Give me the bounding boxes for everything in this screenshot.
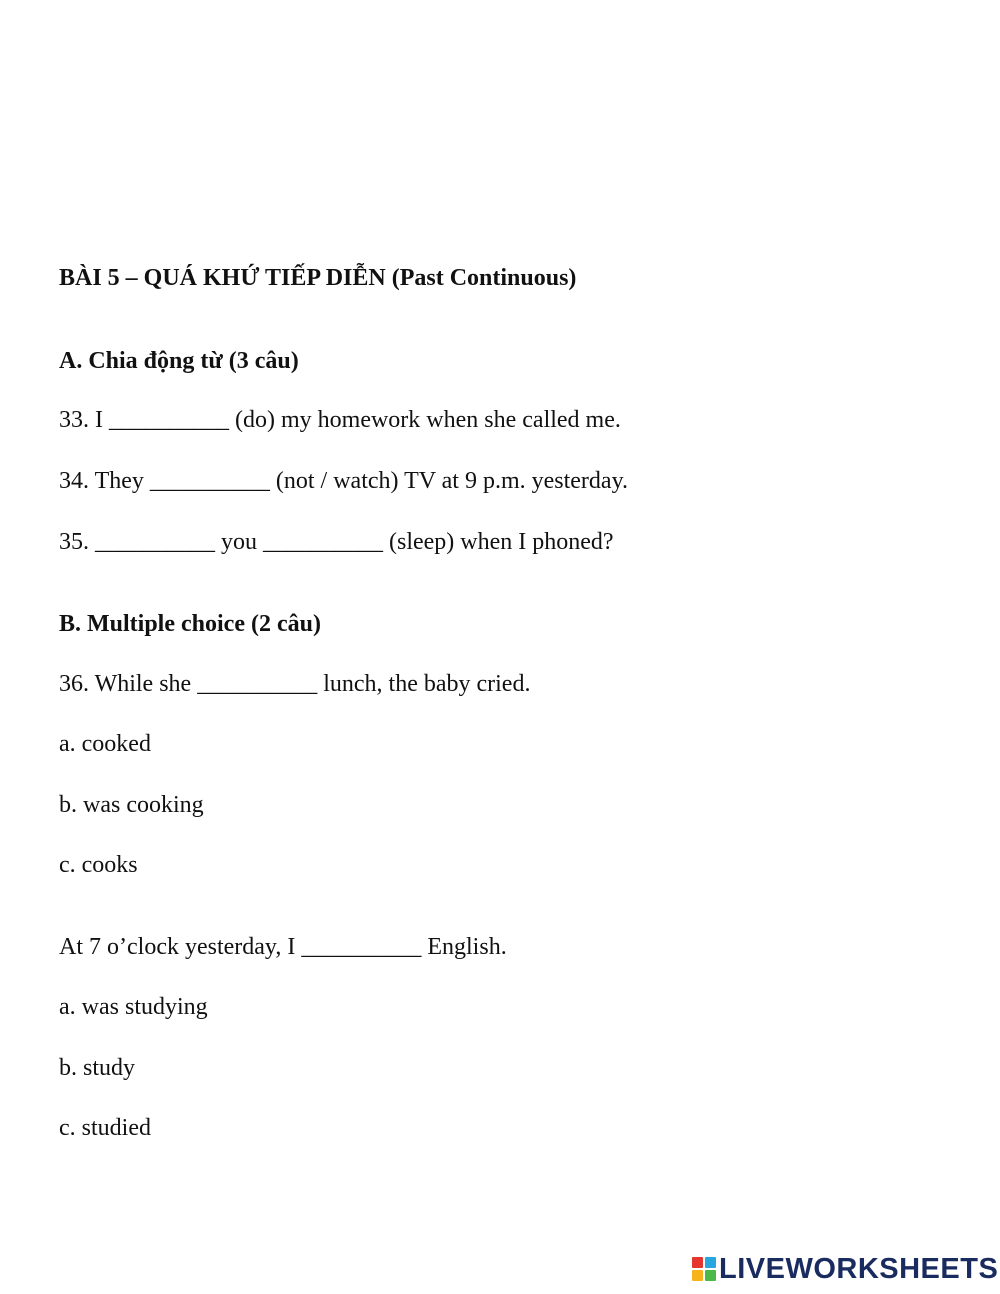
question-33: 33. I __________ (do) my homework when she called me. bbox=[59, 407, 621, 433]
question-36-option-c: c. cooks bbox=[59, 852, 138, 878]
question-37: At 7 o’clock yesterday, I __________ English. bbox=[59, 934, 507, 960]
liveworksheets-logo-icon bbox=[692, 1257, 716, 1281]
question-36: 36. While she __________ lunch, the baby cried. bbox=[59, 671, 531, 697]
question-34: 34. They __________ (not / watch) TV at 9 p.m. yesterday. bbox=[59, 468, 629, 494]
worksheet-title: BÀI 5 – QUÁ KHỨ TIẾP DIỄN (Past Continuous) bbox=[59, 265, 577, 291]
question-36-option-a: a. cooked bbox=[59, 731, 151, 757]
question-37-option-b: b. study bbox=[59, 1055, 136, 1081]
question-35: 35. __________ you __________ (sleep) when I phoned? bbox=[59, 529, 614, 555]
section-b-heading: B. Multiple choice (2 câu) bbox=[59, 611, 321, 637]
question-37-option-a: a. was studying bbox=[59, 994, 208, 1020]
question-37-option-c: c. studied bbox=[59, 1115, 151, 1141]
liveworksheets-logo-text: LIVEWORKSHEETS bbox=[719, 1252, 999, 1285]
question-36-option-b: b. was cooking bbox=[59, 792, 204, 818]
liveworksheets-logo bbox=[692, 1252, 998, 1286]
section-a-heading: A. Chia động từ (3 câu) bbox=[59, 348, 299, 374]
